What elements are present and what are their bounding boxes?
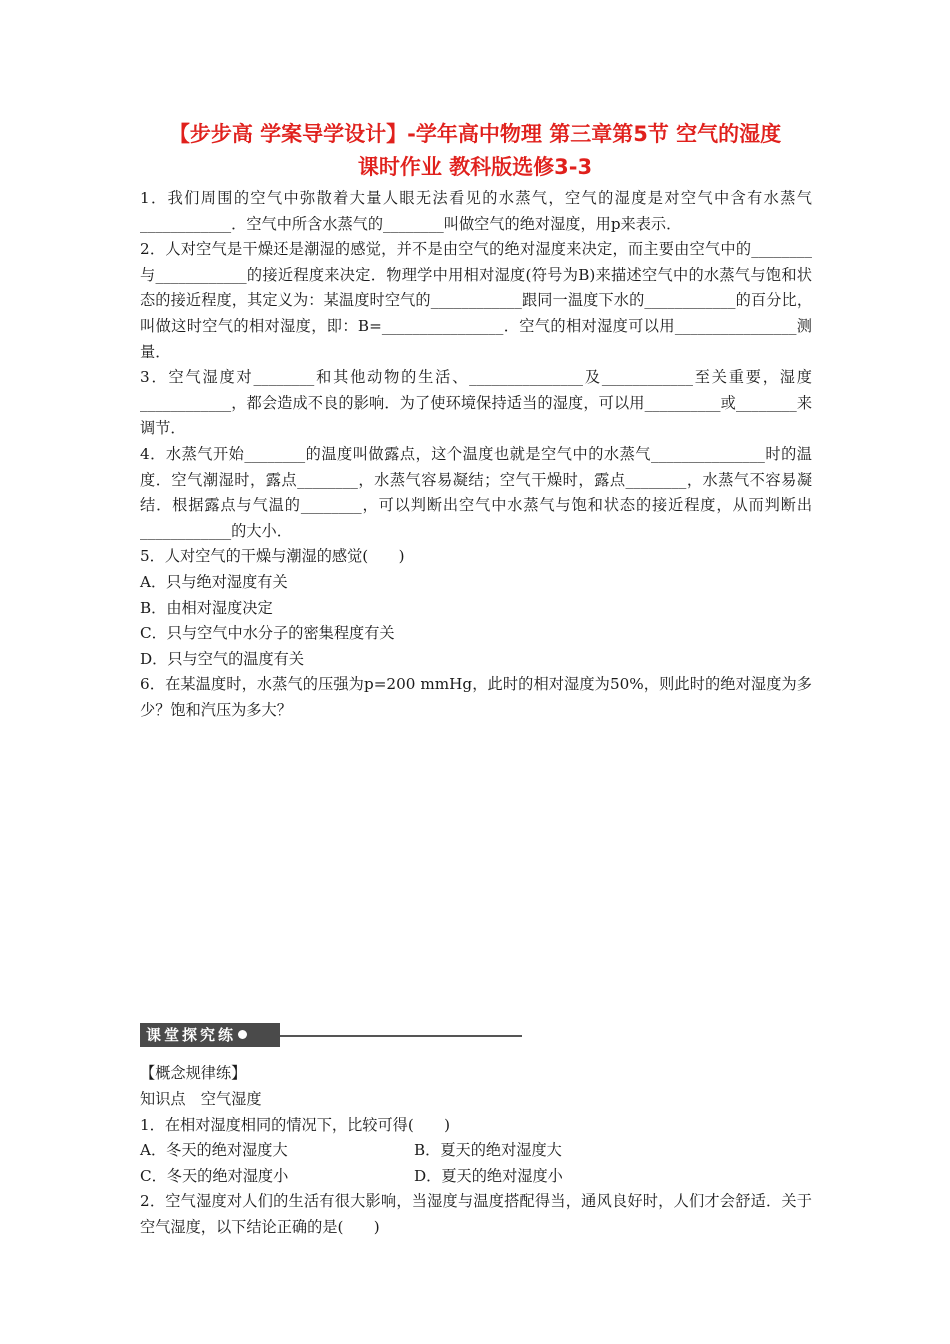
section-banner-rule [280, 1035, 522, 1037]
practice-options-row-2 [140, 1164, 812, 1190]
question-5-option-d: D．只与空气的温度有关 [140, 649, 305, 668]
section-heading: 【概念规律练】 [140, 1064, 247, 1083]
question-2: 2．人对空气是干燥还是潮湿的感觉，并不是由空气的绝对湿度来决定，而主要由空气中的________与____________的接近程度来决定．物理学中用相对湿度(符号为B)来描述空气中的水蒸气与饱和状态的接近程度，其定义为：某温度时空气的____________跟同一温度下水的____________的百分比，叫做这时空气的相对湿度，即：B=________________．空气的相对湿度可以用________________测量． [140, 240, 812, 361]
section-topic: 知识点 空气湿度 [140, 1090, 262, 1109]
question-1: 1．我们周围的空气中弥散着大量人眼无法看见的水蒸气，空气的湿度是对空气中含有水蒸气____________．空气中所含水蒸气的________叫做空气的绝对湿度，用p来表示． [140, 189, 812, 233]
question-5: 5．人对空气的干燥与潮湿的感觉( ) [140, 547, 405, 566]
practice-question-2: 2．空气湿度对人们的生活有很大影响，当湿度与温度搭配得当，通风良好时，人们才会舒适．关于空气湿度，以下结论正确的是( ) [140, 1192, 812, 1237]
practice-options-row-1 [140, 1138, 812, 1164]
question-5-option-b: B．由相对湿度决定 [140, 598, 273, 617]
practice-question-1: 1．在相对湿度相同的情况下，比较可得( ) [140, 1115, 451, 1134]
section-banner [140, 1023, 812, 1049]
question-6: 6．在某温度时，水蒸气的压强为p=200 mmHg，此时的相对湿度为50%，则此时的绝对湿度为多少？饱和汽压为多大？ [140, 675, 812, 719]
question-4: 4．水蒸气开始________的温度叫做露点，这个温度也就是空气中的水蒸气_______________时的温度．空气潮湿时，露点________，水蒸气容易凝结；空气干燥时，露点________，水蒸气不容易凝结．根据露点与气温的________，可以判断出空气中水蒸气与饱和状态的接近程度，从而判断出____________的大小． [140, 444, 812, 540]
option-d: D．夏天的绝对湿度小 [414, 1166, 563, 1185]
bullet-icon [238, 1030, 247, 1039]
title-line-2: 课时作业 教科版选修3-3 [357, 155, 593, 179]
option-a: A．冬天的绝对湿度大 [140, 1141, 288, 1160]
option-b: B．夏天的绝对湿度大 [414, 1141, 562, 1160]
document-title [100, 118, 850, 184]
title-line-1: 【步步高 学案导学设计】-学年高中物理 第三章第5节 空气的湿度 [168, 122, 782, 146]
answer-space [140, 723, 812, 1023]
document-body [140, 186, 812, 1241]
question-3: 3．空气湿度对________和其他动物的生活、_______________及____________至关重要，湿度____________，都会造成不良的影响．为了使环境保持适当的湿度，可以用__________或________来调节． [140, 368, 812, 438]
section-banner-label: 课堂探究练 [146, 1026, 237, 1045]
question-5-option-a: A．只与绝对湿度有关 [140, 572, 288, 591]
option-c: C．冬天的绝对湿度小 [140, 1166, 289, 1185]
question-5-option-c: C．只与空气中水分子的密集程度有关 [140, 624, 395, 643]
section-banner-box [140, 1023, 280, 1047]
